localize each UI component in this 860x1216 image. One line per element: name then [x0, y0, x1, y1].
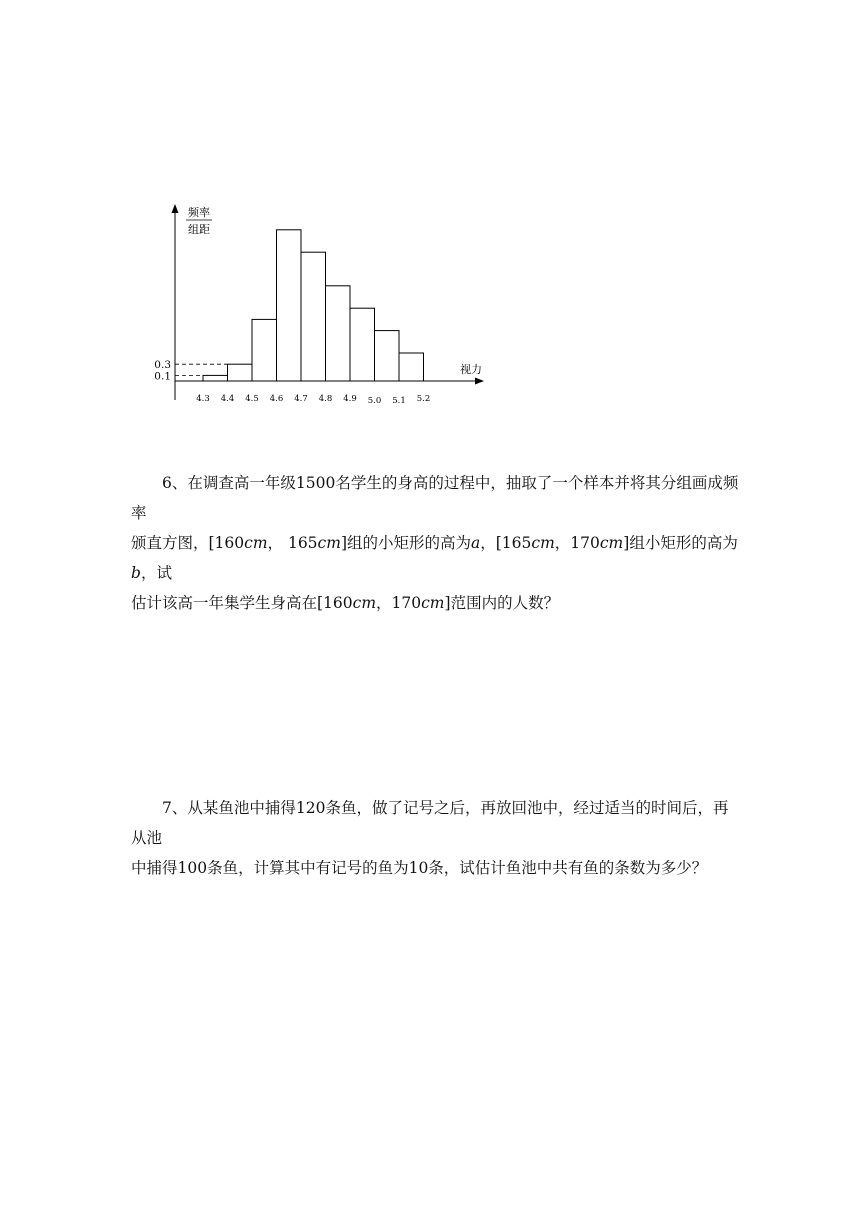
- histogram-bar: [252, 319, 277, 381]
- x-tick-label: 4.3: [196, 394, 210, 404]
- y-label-denominator: 组距: [188, 223, 210, 236]
- histogram-bar: [399, 353, 424, 381]
- y-tick-labels: [154, 359, 171, 382]
- question-6-line-2: 颁直方图，[160cm， 165cm]组的小矩形的高为a，[165cm，170cm]组小矩形的高为b，试: [131, 534, 738, 582]
- histogram-bar: [203, 375, 228, 381]
- y-tick-label: 0.1: [154, 370, 171, 383]
- histogram-bar: [277, 230, 302, 381]
- x-tick-label: 4.5: [245, 394, 259, 404]
- x-tick-label: 4.9: [343, 394, 357, 404]
- x-tick-label: 4.4: [220, 394, 235, 404]
- y-tick-label: 0.3: [154, 359, 171, 372]
- y-axis-arrow: [172, 204, 179, 213]
- question-6-line-1: 6、在调查高一年级1500名学生的身高的过程中，抽取了一个样本并将其分组画成频率: [131, 474, 739, 522]
- y-label-numerator: 频率: [188, 206, 210, 219]
- x-tick-label: 5.0: [367, 396, 382, 406]
- histogram-bar: [228, 364, 253, 381]
- dashed-guides: [175, 364, 228, 375]
- x-axis-arrow: [475, 378, 484, 385]
- x-tick-labels: [196, 394, 430, 406]
- question-7: [131, 793, 743, 883]
- histogram-bar: [301, 252, 326, 381]
- x-tick-label: 5.2: [416, 394, 431, 404]
- histogram-bar: [350, 308, 375, 381]
- x-tick-label: 4.6: [269, 394, 284, 404]
- histogram-bar: [326, 286, 351, 381]
- question-7-line-1: 7、从某鱼池中捕得120条鱼，做了记号之后，再放回池中，经过适当的时间后，再从池: [131, 799, 729, 847]
- histogram-bar: [375, 331, 400, 381]
- x-tick-label: 5.1: [392, 396, 406, 406]
- x-tick-label: 4.8: [318, 394, 333, 404]
- x-axis-label: 视力: [460, 363, 482, 376]
- question-6-line-3: 估计该高一年集学生身高在[160cm，170cm]范围内的人数？: [131, 594, 560, 612]
- question-6: [131, 468, 743, 618]
- x-tick-label: 4.7: [294, 394, 308, 404]
- histogram-bars: [203, 230, 424, 381]
- vision-histogram: [140, 196, 490, 408]
- question-7-line-2: 中捕得100条鱼，计算其中有记号的鱼为10条，试估计鱼池中共有鱼的条数为多少？: [131, 859, 708, 877]
